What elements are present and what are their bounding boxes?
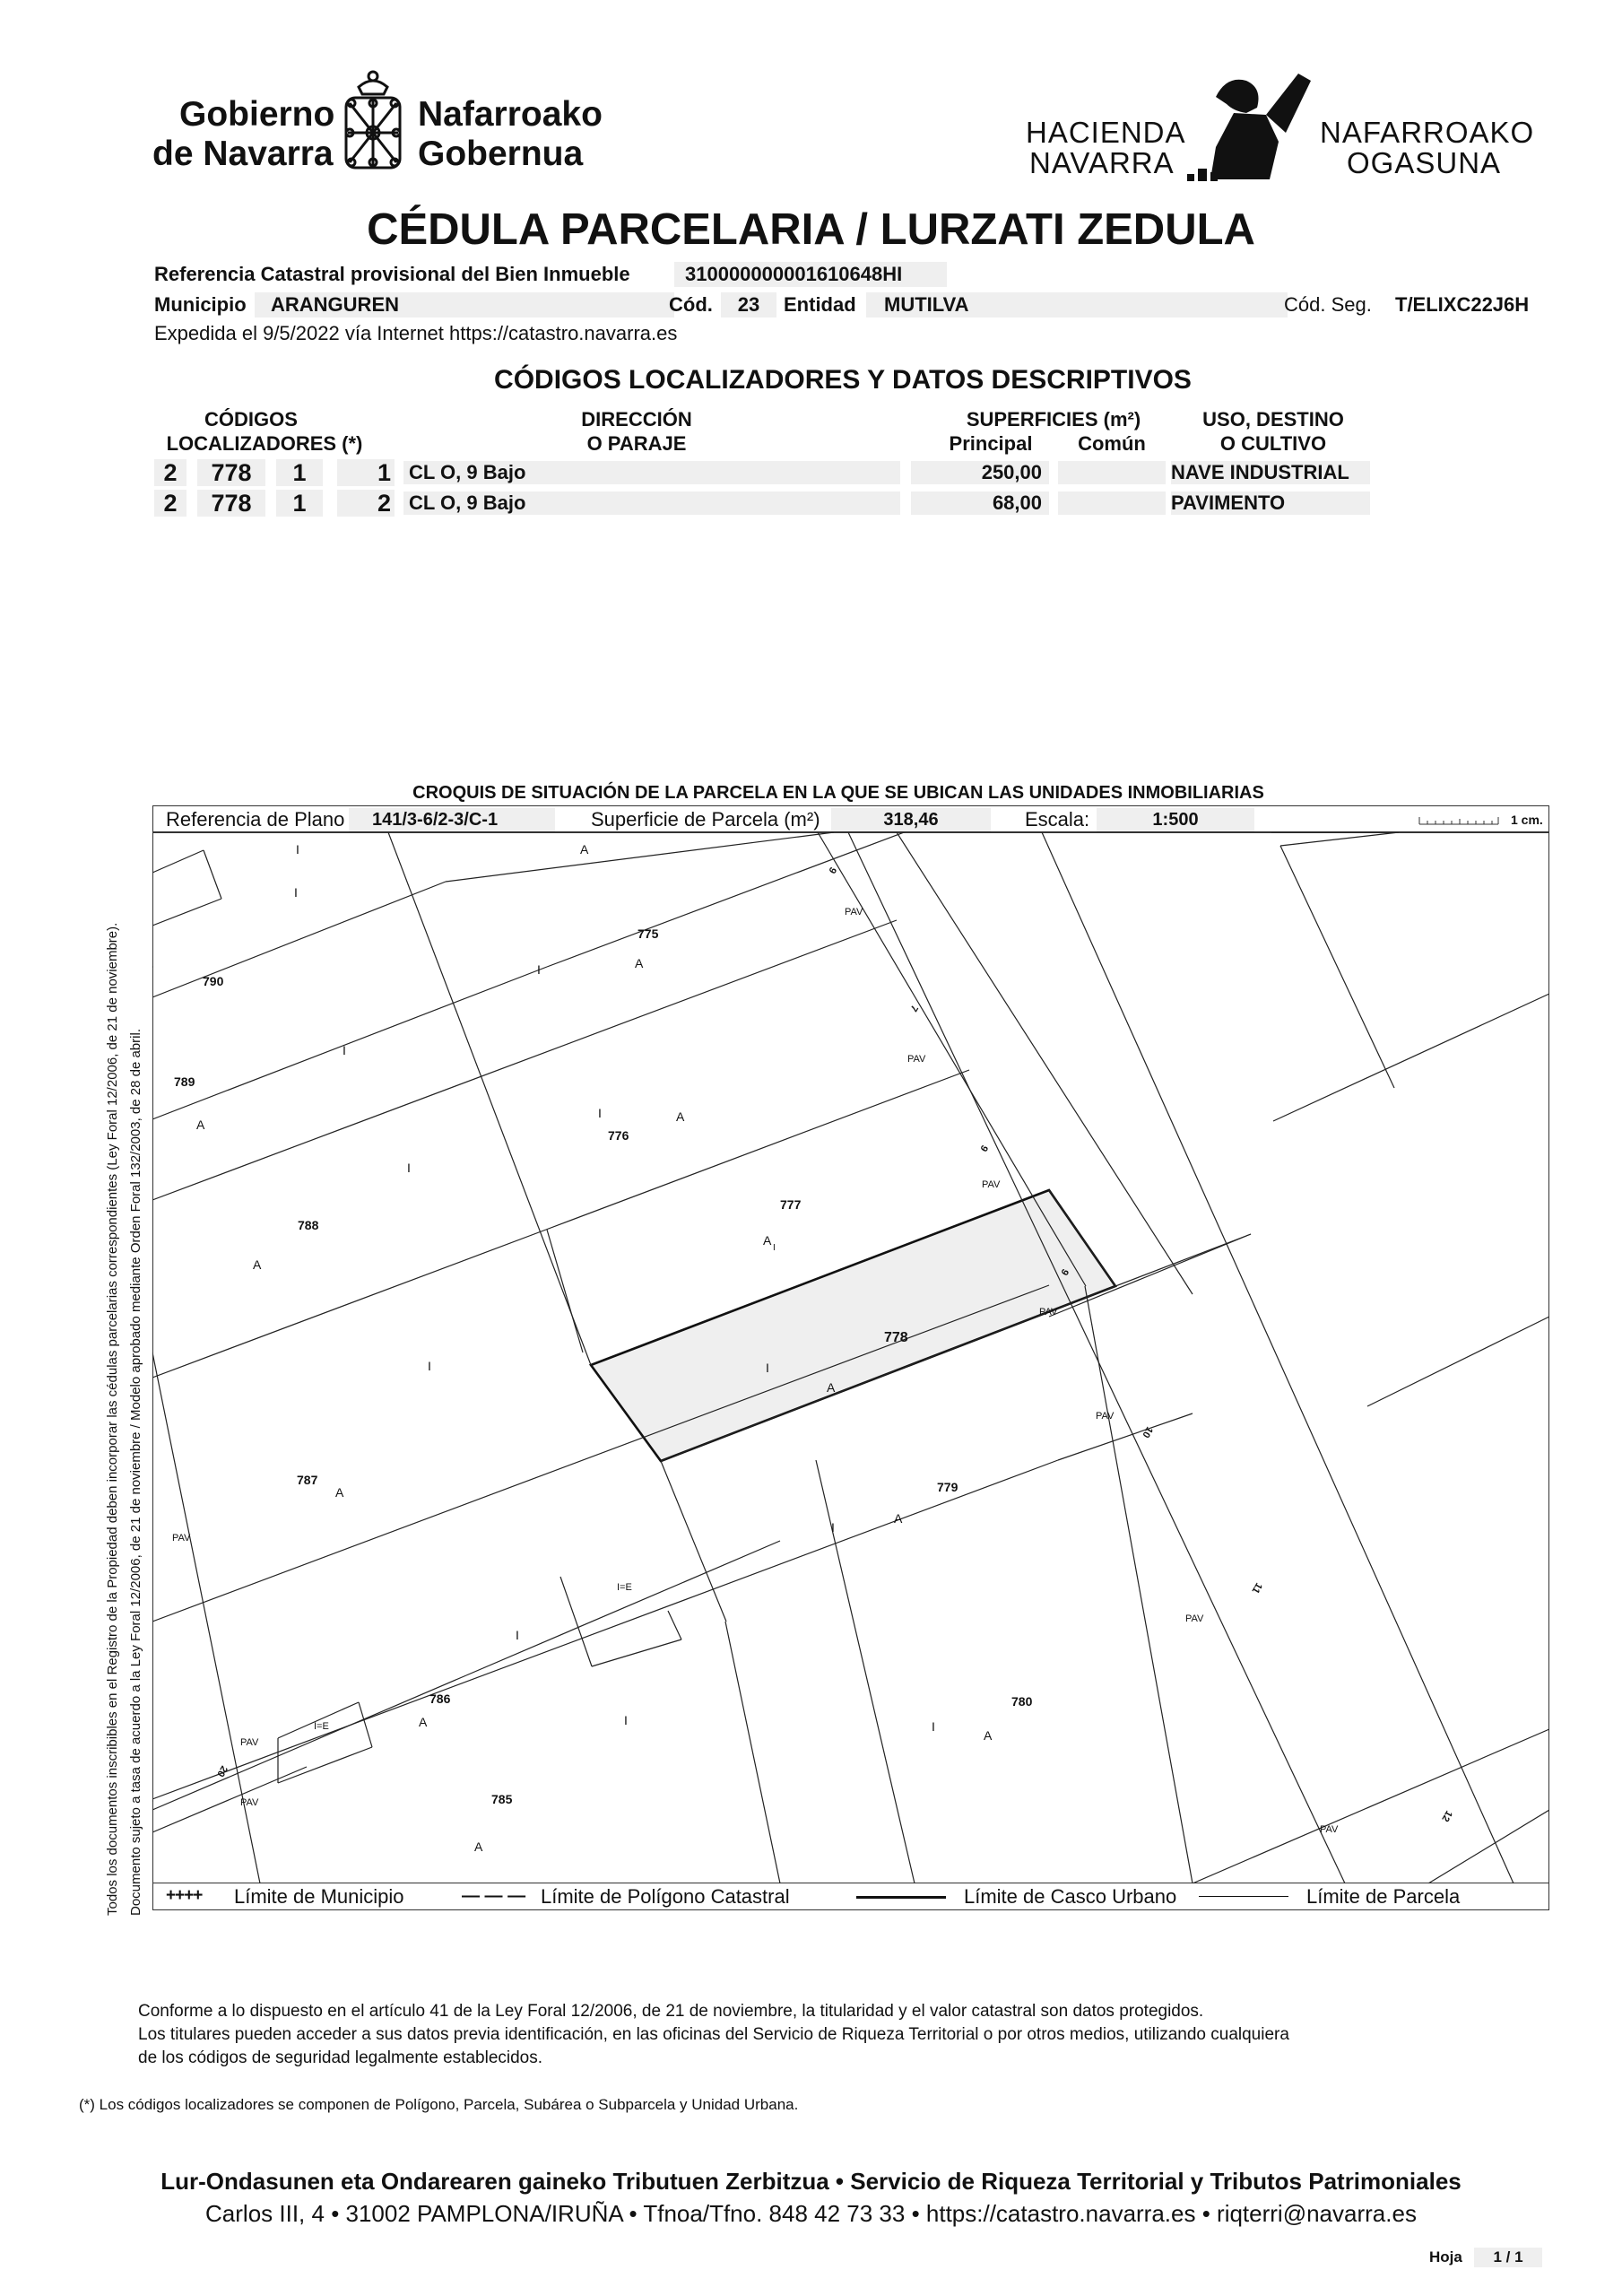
- ref-plano-value: 141/3-6/2-3/C-1: [349, 808, 555, 831]
- croquis-title: CROQUIS DE SITUACIÓN DE LA PARCELA EN LA QUE SE UBICAN LAS UNIDADES INMOBILIARIAS: [412, 783, 1264, 803]
- svg-text:I: I: [296, 842, 299, 857]
- cell-parcela: 778: [197, 490, 265, 517]
- svg-text:I: I: [624, 1713, 628, 1727]
- scale-bar-icon: [1418, 812, 1507, 826]
- gov-logo-text-left-1: Gobierno: [179, 95, 335, 134]
- legend-label-casco-urbano: Límite de Casco Urbano: [964, 1885, 1177, 1908]
- parcel-label-775: 775: [638, 926, 659, 941]
- svg-text:A: A: [196, 1118, 205, 1132]
- svg-text:A: A: [419, 1715, 428, 1729]
- cell-subarea: 1: [276, 490, 323, 517]
- svg-text:PAV: PAV: [1320, 1824, 1339, 1835]
- cell-principal: 250,00: [911, 461, 1049, 484]
- parcel-label-790: 790: [203, 974, 224, 988]
- codseg-label: Cód. Seg.: [1284, 293, 1372, 316]
- svg-text:I: I: [294, 885, 298, 900]
- header-codigos-2: LOCALIZADORES (*): [166, 432, 363, 455]
- cell-unidad: 1: [337, 459, 395, 486]
- ref-catastral-label: Referencia Catastral provisional del Bien Inmueble: [154, 263, 630, 285]
- parcel-label-778: 778: [884, 1330, 908, 1345]
- hacienda-text-1: HACIENDA: [1026, 116, 1186, 149]
- ref-plano-label: Referencia de Plano: [166, 808, 345, 831]
- cell-parcela: 778: [197, 459, 265, 486]
- svg-text:I: I: [773, 1243, 776, 1253]
- svg-text:PAV: PAV: [1185, 1613, 1204, 1624]
- municipio-label: Municipio: [154, 293, 247, 316]
- cell-uso: PAVIMENTO: [1171, 491, 1370, 515]
- svg-text:11: 11: [1249, 1580, 1264, 1596]
- ref-catastral-value: 310000000001610648HI: [674, 262, 947, 287]
- ogasuna-text-1: NAFARROAKO: [1320, 116, 1535, 149]
- legend-line-casco-urbano: [856, 1896, 946, 1899]
- cell-comun: [1058, 461, 1166, 484]
- svg-text:A: A: [676, 1109, 685, 1124]
- svg-text:PAV: PAV: [240, 1797, 259, 1808]
- codseg-value: T/ELIXC22J6H: [1395, 293, 1530, 316]
- hacienda-text-2: NAVARRA: [1029, 146, 1175, 179]
- svg-text:PAV: PAV: [907, 1054, 926, 1065]
- svg-text:A: A: [253, 1257, 262, 1272]
- legend-symbol-municipio: ++++: [166, 1886, 203, 1905]
- cell-subarea: 1: [276, 459, 323, 486]
- svg-text:A: A: [335, 1485, 344, 1500]
- cell-poligono: 2: [154, 459, 186, 486]
- hoja-value: 1 / 1: [1474, 2248, 1542, 2267]
- cod-label: Cód.: [669, 293, 713, 316]
- cell-principal: 68,00: [911, 491, 1049, 515]
- header-uso-1: USO, DESTINO: [1202, 408, 1344, 430]
- section-title: CÓDIGOS LOCALIZADORES Y DATOS DESCRIPTIVOS: [494, 365, 1192, 395]
- legal-line-2: Los titulares pueden acceder a sus datos previa identificación, en las oficinas del Servicio de Riqueza Territorial o por otros medios, utilizando cualquiera: [138, 2025, 1289, 2044]
- header-codigos-1: CÓDIGOS: [204, 408, 298, 430]
- navarra-coat-of-arms-icon: [339, 67, 407, 175]
- footer-line-2: Carlos III, 4 • 31002 PAMPLONA/IRUÑA • Tfnoa/Tfno. 848 42 73 33 • https://catastro.navarra.es • riqterri@navarra.es: [205, 2200, 1417, 2227]
- svg-text:20: 20: [214, 1763, 230, 1779]
- page-title: CÉDULA PARCELARIA / LURZATI ZEDULA: [367, 205, 1255, 254]
- gov-logo-text-left-2: de Navarra: [152, 135, 334, 173]
- parcel-label-785: 785: [491, 1792, 513, 1806]
- svg-text:7: 7: [907, 1003, 920, 1013]
- legend-label-poligono: Límite de Polígono Catastral: [541, 1885, 790, 1908]
- superficie-value: 318,46: [831, 808, 991, 831]
- gov-logo-text-right-2: Gobernua: [418, 135, 584, 173]
- croquis-info-bar: [152, 805, 1549, 832]
- map-legend: [152, 1883, 1549, 1910]
- svg-text:I: I: [428, 1359, 431, 1373]
- parcel-label-777: 777: [780, 1197, 802, 1212]
- header-superficies: SUPERFICIES (m²): [966, 408, 1141, 430]
- side-note-1: Todos los documentos inscribibles en el Registro de la Propiedad deben incorporar las cédulas parcelarias correspondientes (Ley Foral 12/2006, de 21 de noviembre).: [105, 922, 120, 1916]
- header-principal: Principal: [949, 432, 1033, 455]
- svg-text:9: 9: [977, 1143, 990, 1153]
- codigos-note: (*) Los códigos localizadores se componen de Polígono, Parcela, Subárea o Subparcela y Unidad Urbana.: [79, 2096, 799, 2113]
- svg-text:A: A: [635, 956, 644, 970]
- parcel-label-788: 788: [298, 1218, 319, 1232]
- header-comun: Común: [1078, 432, 1146, 455]
- svg-text:9: 9: [826, 865, 838, 875]
- svg-text:PAV: PAV: [172, 1533, 191, 1544]
- svg-text:A: A: [984, 1728, 993, 1743]
- svg-text:A: A: [827, 1380, 836, 1395]
- svg-text:12: 12: [1439, 1808, 1454, 1824]
- legend-label-municipio: Límite de Municipio: [234, 1885, 404, 1908]
- header-direccion-2: O PARAJE: [586, 432, 687, 455]
- legend-line-parcela: [1199, 1896, 1288, 1897]
- svg-text:I: I: [598, 1106, 602, 1120]
- svg-text:I=E: I=E: [617, 1582, 632, 1593]
- entidad-value: MUTILVA: [866, 292, 1288, 317]
- escala-value: 1:500: [1097, 808, 1254, 831]
- ogasuna-text-2: OGASUNA: [1347, 146, 1502, 179]
- municipio-value: ARANGUREN: [255, 292, 674, 317]
- parcel-map: [152, 832, 1549, 1883]
- hoja-label: Hoja: [1429, 2248, 1462, 2266]
- scale-bar-label: 1 cm.: [1511, 813, 1543, 827]
- svg-text:PAV: PAV: [240, 1737, 259, 1748]
- svg-text:10: 10: [1140, 1424, 1155, 1440]
- svg-text:A: A: [580, 842, 589, 857]
- header-direccion-1: DIRECCIÓN: [581, 408, 692, 430]
- svg-text:A: A: [474, 1839, 483, 1854]
- cod-value: 23: [721, 292, 776, 317]
- svg-text:A: A: [763, 1233, 772, 1248]
- svg-text:PAV: PAV: [845, 907, 863, 918]
- svg-text:I: I: [932, 1719, 935, 1734]
- cell-uso: NAVE INDUSTRIAL: [1171, 461, 1370, 484]
- svg-text:I: I: [516, 1628, 519, 1642]
- svg-text:PAV: PAV: [1096, 1411, 1115, 1422]
- parcel-label-780: 780: [1011, 1694, 1033, 1709]
- svg-text:I: I: [537, 962, 541, 977]
- cell-comun: [1058, 491, 1166, 515]
- cell-unidad: 2: [337, 490, 395, 517]
- svg-text:PAV: PAV: [982, 1179, 1001, 1190]
- side-note-2: Documento sujeto a tasa de acuerdo a la Ley Foral 12/2006, de 21 de noviembre / Modelo aprobado mediante Orden Foral 132/2003, de 28 de abril.: [128, 1029, 143, 1916]
- legal-line-3: de los códigos de seguridad legalmente establecidos.: [138, 2048, 543, 2067]
- svg-text:I: I: [343, 1043, 346, 1057]
- footer-line-1: Lur-Ondasunen eta Ondarearen gaineko Tributuen Zerbitzua • Servicio de Riqueza Territorial y Tributos Patrimoniales: [160, 2168, 1462, 2195]
- hacienda-figure-icon: [1180, 61, 1314, 185]
- parcel-label-786: 786: [429, 1692, 451, 1706]
- svg-text:I: I: [766, 1361, 769, 1375]
- svg-text:I: I: [831, 1520, 835, 1535]
- parcel-label-787: 787: [297, 1473, 318, 1487]
- svg-text:A: A: [894, 1511, 903, 1526]
- parcel-label-779: 779: [937, 1480, 958, 1494]
- cell-direccion: CL O, 9 Bajo: [403, 491, 900, 515]
- legal-line-1: Conforme a lo dispuesto en el artículo 41 de la Ley Foral 12/2006, de 21 de noviembre, la titularidad y el valor catastral son datos protegidos.: [138, 2002, 1204, 2021]
- parcel-label-789: 789: [174, 1074, 195, 1089]
- cell-direccion: CL O, 9 Bajo: [403, 461, 900, 484]
- cell-poligono: 2: [154, 490, 186, 517]
- superficie-label: Superficie de Parcela (m²): [591, 808, 820, 831]
- expedida-text: Expedida el 9/5/2022 vía Internet https://catastro.navarra.es: [154, 322, 678, 344]
- legend-label-parcela: Límite de Parcela: [1306, 1885, 1461, 1908]
- svg-text:PAV: PAV: [1039, 1307, 1058, 1318]
- svg-text:9: 9: [1058, 1266, 1071, 1277]
- svg-text:I=E: I=E: [314, 1721, 329, 1732]
- escala-label: Escala:: [1025, 808, 1090, 831]
- parcel-label-776: 776: [608, 1128, 629, 1143]
- entidad-label: Entidad: [784, 293, 856, 316]
- legend-symbol-poligono: — — —: [462, 1886, 526, 1906]
- svg-text:I: I: [407, 1161, 411, 1175]
- header-uso-2: O CULTIVO: [1219, 432, 1327, 455]
- gov-logo-text-right-1: Nafarroako: [418, 95, 603, 134]
